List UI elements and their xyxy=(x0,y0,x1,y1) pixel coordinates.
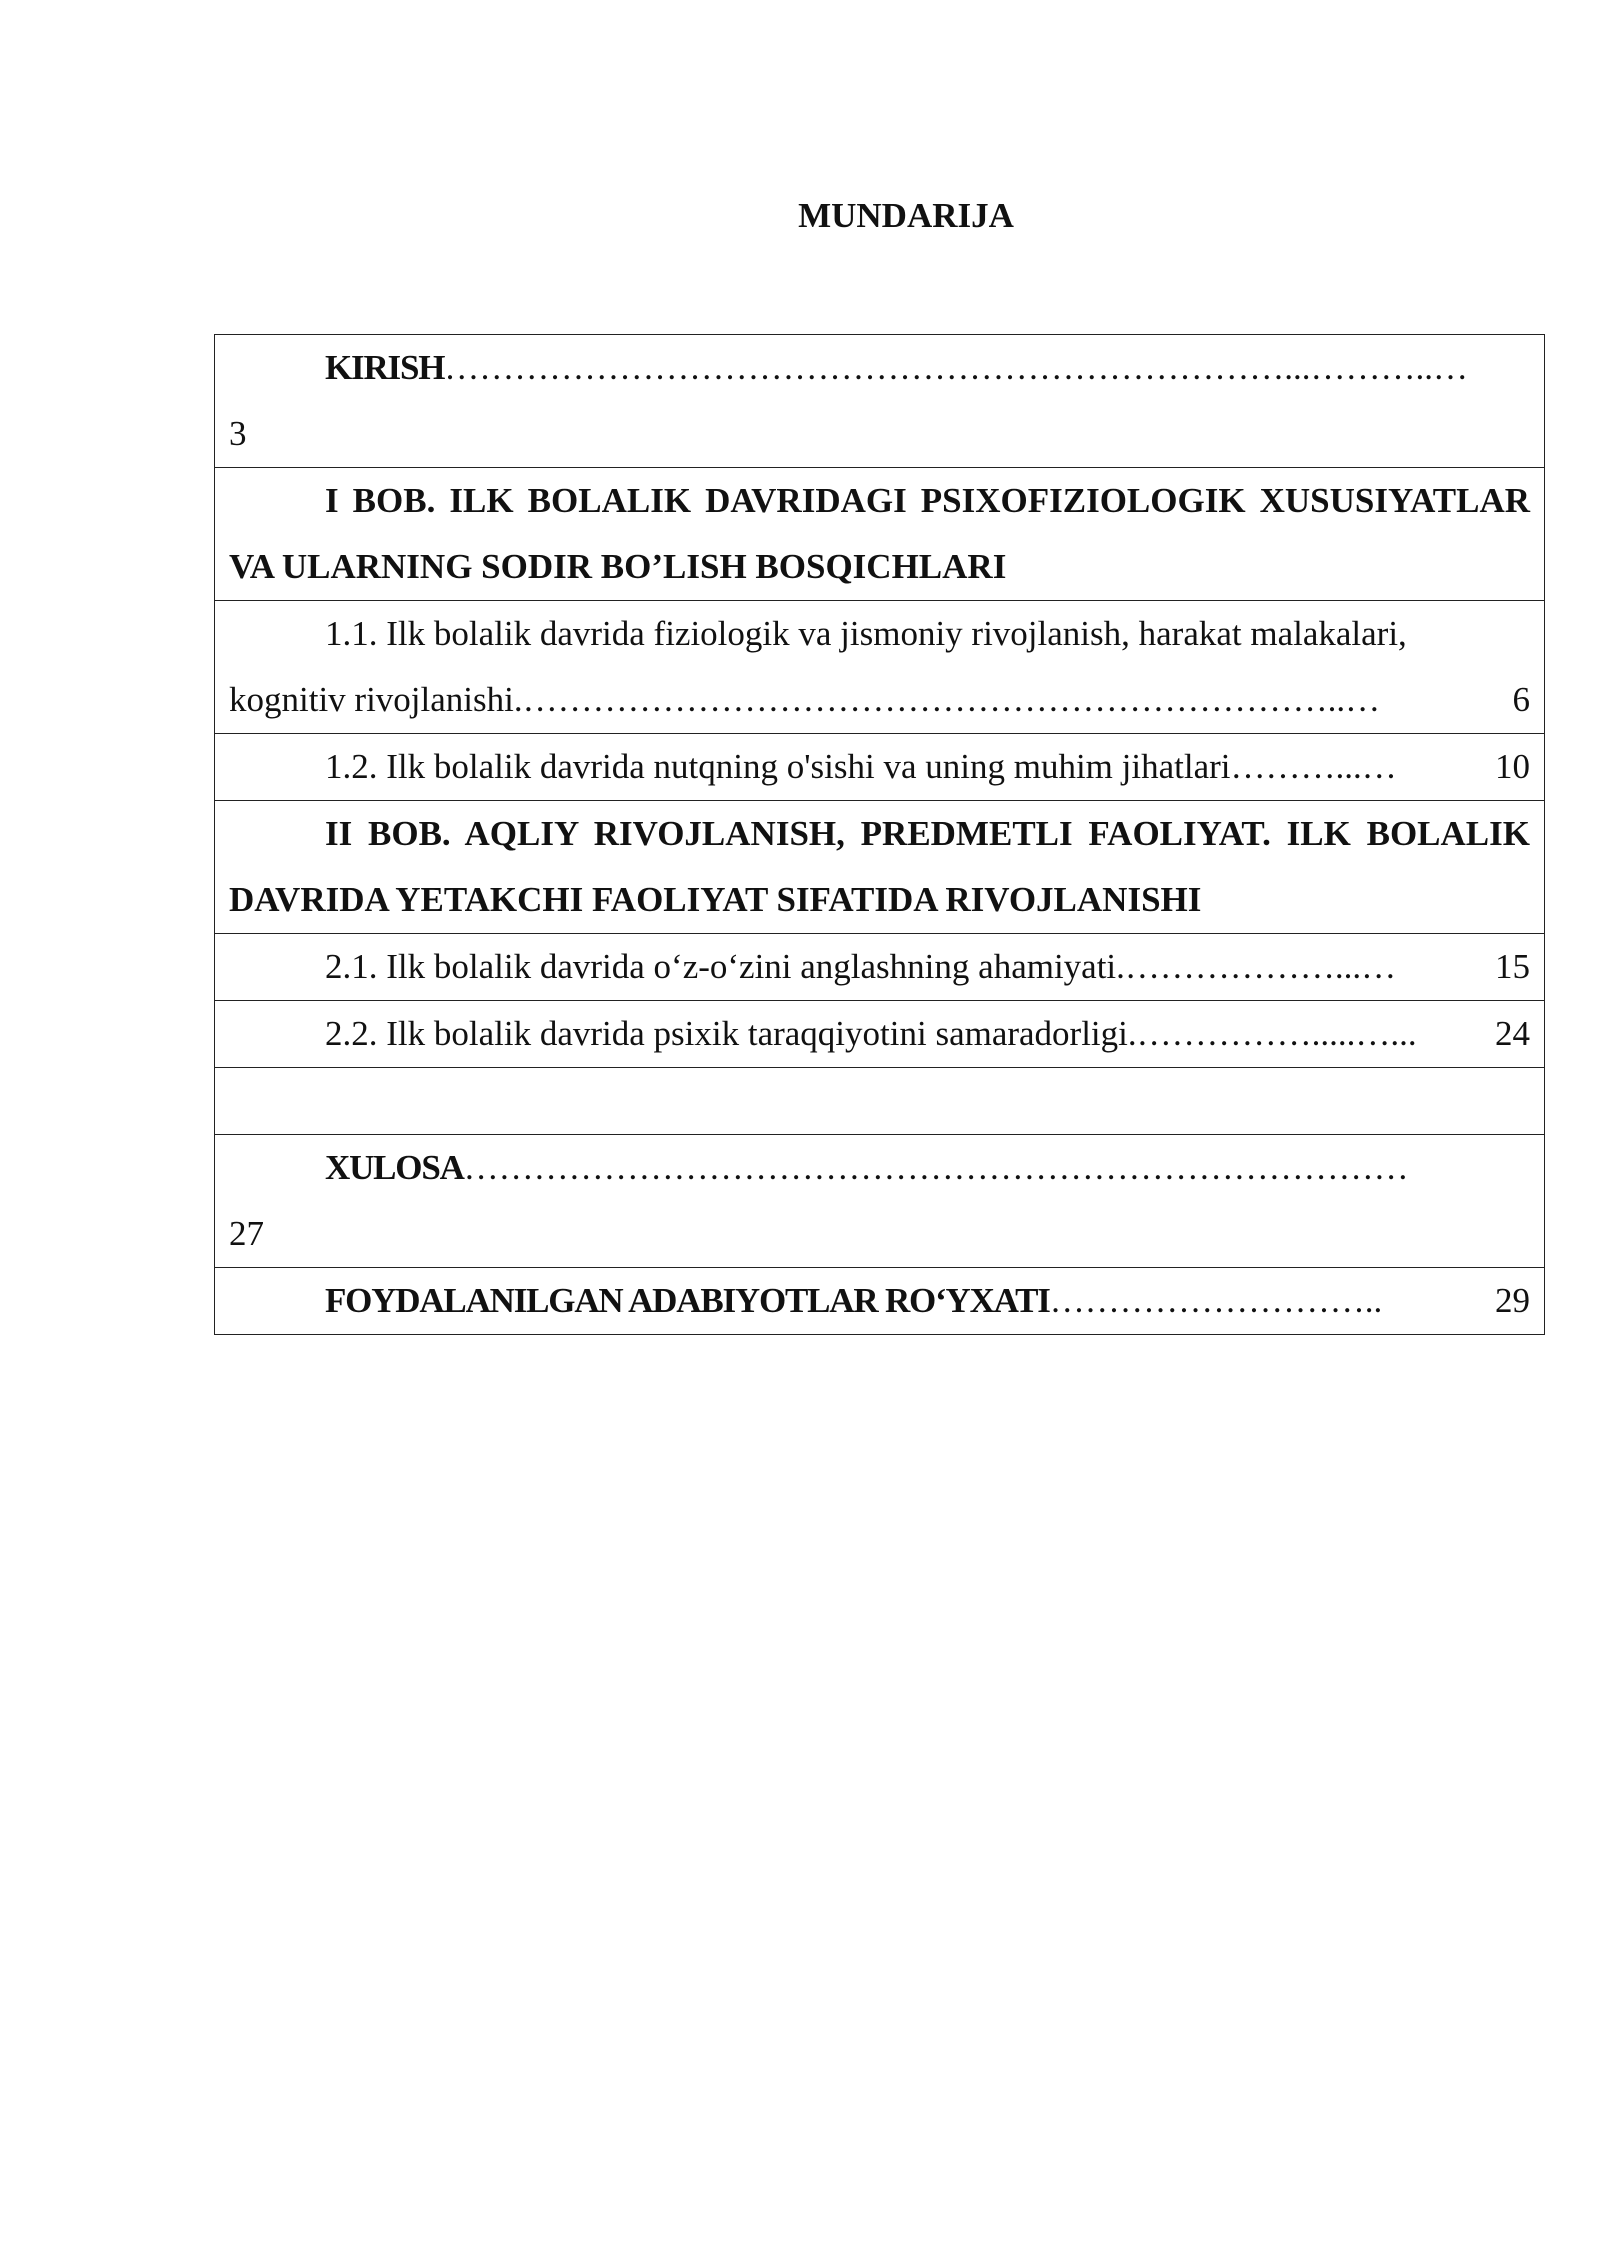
dot-leader: ………………………………………………………………...………..… xyxy=(444,348,1468,387)
dot-leader: ……………………………………………………………..… xyxy=(522,680,1381,719)
toc-entry-label-continued: kognitiv rivojlanishi. xyxy=(229,680,523,719)
toc-row-references xyxy=(215,1268,1545,1335)
toc-row-empty xyxy=(215,1068,1545,1135)
toc-row-section-1-1 xyxy=(215,601,1545,734)
toc-entry-label: FOYDALANILGAN ADABIYOTLAR RO‘YXATI xyxy=(325,1281,1050,1320)
dot-leader: ………...… xyxy=(1230,747,1397,786)
toc-row-chapter-2 xyxy=(215,801,1545,934)
toc-chapter-heading: II BOB. AQLIY RIVOJLANISH, PREDMETLI FAOLIYAT. ILK BOLALIK DAVRIDA YETAKCHI FAOLIYAT SIFATIDA RIVOJLANISHI xyxy=(229,814,1530,919)
toc-entry-label: KIRISH xyxy=(325,348,445,387)
dot-leader: ……………………………………………………………………… xyxy=(463,1148,1409,1187)
toc-row-xulosa xyxy=(215,1135,1545,1268)
toc-entry-label: XULOSA xyxy=(325,1148,464,1187)
toc-row-chapter-1 xyxy=(215,468,1545,601)
toc-row-section-2-1 xyxy=(215,934,1545,1001)
toc-page-number: 29 xyxy=(1495,1281,1530,1320)
dot-leader: ……………………….. xyxy=(1049,1281,1383,1320)
toc-entry-label: 1.1. Ilk bolalik davrida fiziologik va jismoniy rivojlanish, harakat malakalari, xyxy=(325,614,1407,653)
toc-page-number: 15 xyxy=(1495,947,1530,986)
toc-page-number: 27 xyxy=(229,1214,264,1253)
toc-row-kirish xyxy=(215,335,1545,468)
dot-leader: ………………...… xyxy=(1124,947,1397,986)
toc-row-section-2-2 xyxy=(215,1001,1545,1068)
toc-page-number: 6 xyxy=(1512,680,1530,719)
toc-entry-label: 2.2. Ilk bolalik davrida psixik taraqqiyotini samaradorligi. xyxy=(325,1014,1137,1053)
table-of-contents xyxy=(214,334,1545,1335)
toc-entry-label: 1.2. Ilk bolalik davrida nutqning o'sishi va uning muhim jihatlari xyxy=(325,747,1231,786)
toc-page-number: 24 xyxy=(1495,1014,1530,1053)
toc-page-number: 10 xyxy=(1495,747,1530,786)
toc-entry-label: 2.1. Ilk bolalik davrida o‘z-o‘zini anglashning ahamiyati. xyxy=(325,947,1125,986)
dot-leader: …………….....…... xyxy=(1136,1014,1417,1053)
toc-chapter-heading: I BOB. ILK BOLALIK DAVRIDAGI PSIXOFIZIOLOGIK XUSUSIYATLAR VA ULARNING SODIR BO’LISH BOSQICHLARI xyxy=(229,481,1530,586)
toc-page-number: 3 xyxy=(229,414,247,453)
page-title: MUNDARIJA xyxy=(798,196,1014,235)
toc-row-section-1-2 xyxy=(215,734,1545,801)
